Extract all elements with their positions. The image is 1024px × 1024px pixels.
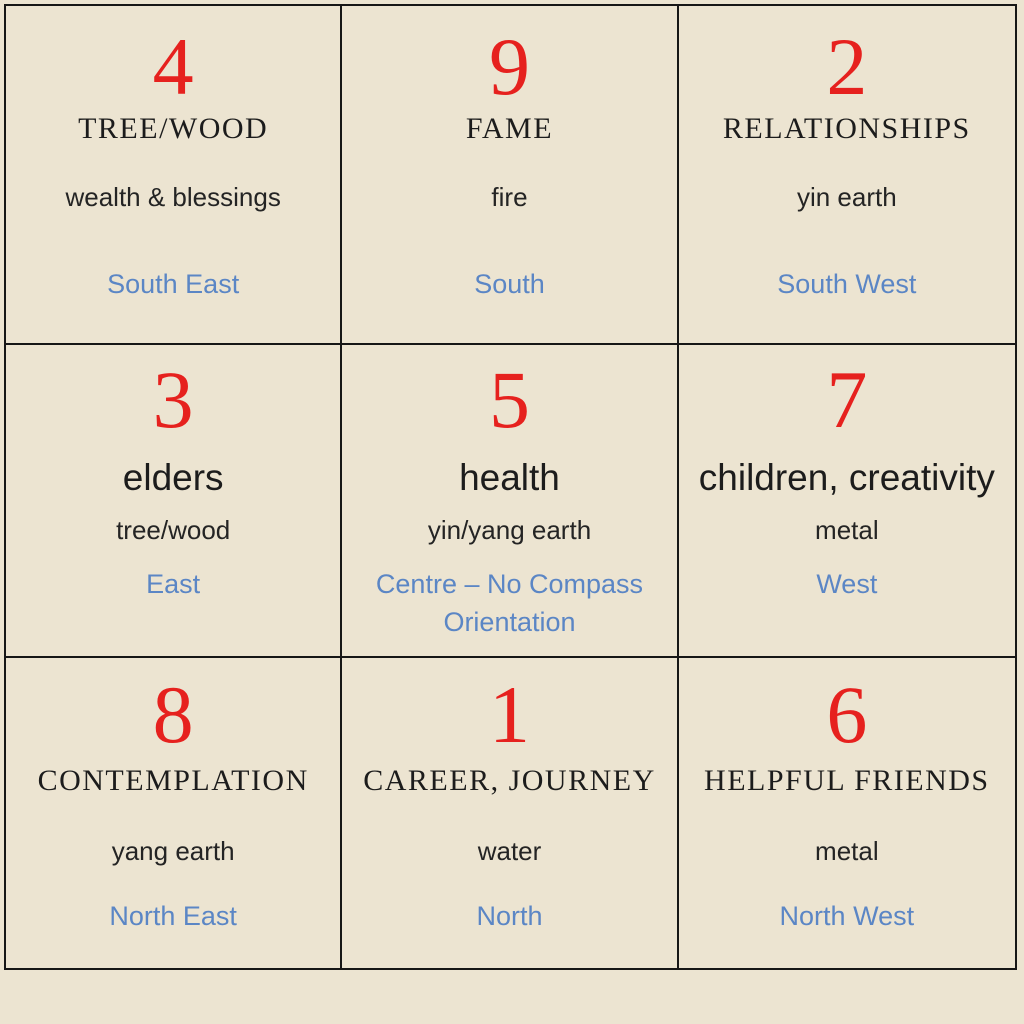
cell-title: HELPFUL FRIENDS	[704, 764, 990, 797]
cell-subtitle: water	[477, 836, 542, 866]
cell-subtitle: metal	[815, 514, 879, 545]
cell-title: CONTEMPLATION	[37, 764, 309, 797]
cell-7-children-creativity	[679, 345, 1015, 658]
cell-number: 8	[152, 669, 194, 760]
cell-number: 2	[826, 21, 868, 112]
cell-direction: South	[474, 268, 545, 299]
cell-subtitle: yin/yang earth	[427, 514, 592, 545]
cell-3-elders	[6, 345, 342, 658]
cell-subtitle: metal	[815, 836, 879, 866]
cell-direction: West	[816, 569, 878, 600]
cell-direction: North East	[109, 900, 237, 931]
cell-title: elders	[122, 457, 224, 498]
cell-4-wealth-blessings	[6, 6, 342, 345]
cell-title: RELATIONSHIPS	[722, 112, 971, 145]
cell-subtitle: yin earth	[796, 182, 897, 212]
cell-title: FAME	[465, 112, 554, 145]
cell-8-contemplation	[6, 658, 342, 968]
cell-title: children, creativity	[698, 457, 995, 498]
bottom-margin-strip	[0, 970, 1024, 1024]
cell-subtitle: fire	[491, 182, 528, 212]
cell-number: 9	[488, 21, 530, 112]
cell-number: 4	[152, 21, 194, 112]
cell-direction: North	[476, 900, 543, 931]
cell-number: 5	[488, 354, 530, 445]
cell-direction: South East	[107, 268, 240, 299]
cell-number: 6	[826, 669, 868, 760]
cell-title: TREE/WOOD	[78, 112, 269, 145]
cell-direction: North West	[779, 900, 915, 931]
cell-direction: Centre – No Compass Orientation	[375, 569, 644, 637]
cell-subtitle: wealth & blessings	[65, 182, 281, 212]
cell-title: health	[459, 457, 560, 498]
cell-5-health	[342, 345, 678, 658]
cell-number: 3	[152, 354, 194, 445]
cell-number: 1	[488, 669, 530, 760]
cell-1-career-journey	[342, 658, 678, 968]
cell-title: CAREER, JOURNEY	[363, 764, 656, 797]
cell-6-helpful-friends	[679, 658, 1015, 968]
cell-subtitle: yang earth	[111, 836, 235, 866]
cell-9-fame	[342, 6, 678, 345]
cell-subtitle: tree/wood	[116, 514, 231, 545]
cell-2-relationships	[679, 6, 1015, 345]
cell-direction: East	[146, 569, 201, 600]
cell-number: 7	[826, 354, 868, 445]
cell-direction: South West	[777, 268, 917, 299]
bagua-grid	[4, 4, 1017, 970]
